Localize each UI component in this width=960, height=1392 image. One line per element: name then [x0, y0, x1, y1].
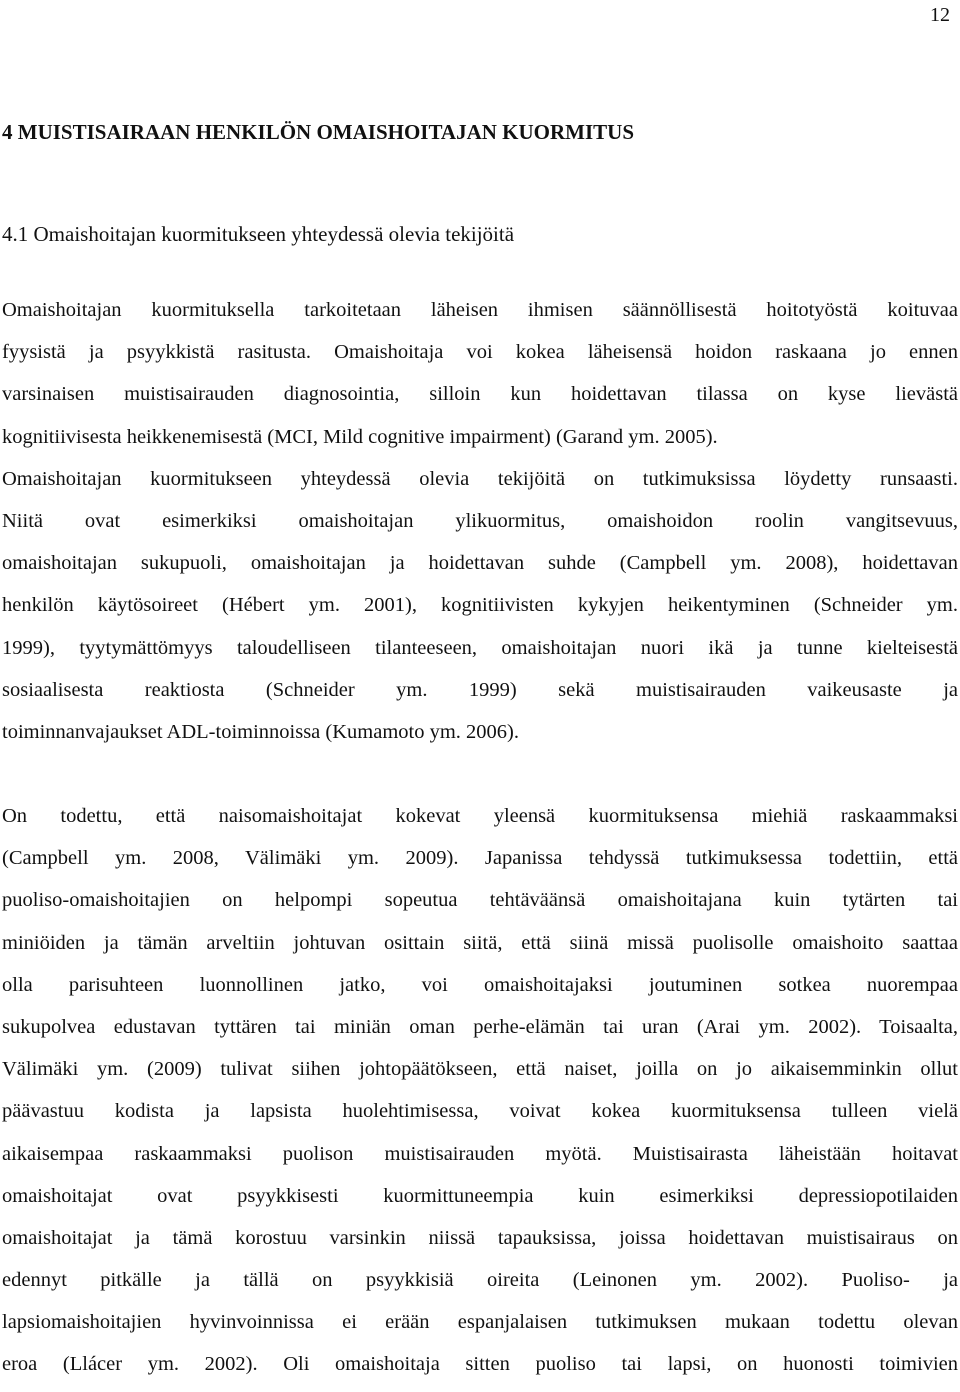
- text-line: henkilön käytösoireet (Hébert ym. 2001), kognitiivisten kykyjen heikentyminen (Schneider ym.: [2, 594, 958, 617]
- text-line: miniöiden ja tämän arveltiin johtuvan osittain siitä, että siinä missä puolisolle omaishoito saattaa: [2, 931, 958, 954]
- text-line: olla parisuhteen luonnollinen jatko, voi omaishoitajaksi joutuminen sotkea nuorempaa: [2, 973, 958, 996]
- text-line: varsinaisen muistisairauden diagnosointia, silloin kun hoidettavan tilassa on kyse lievästä: [2, 383, 958, 406]
- text-line: toiminnanvajaukset ADL-toiminnoissa (Kumamoto ym. 2006).: [2, 720, 519, 743]
- text-line: sukupolvea edustavan tyttären tai miniän oman perhe-elämän tai uran (Arai ym. 2002). Toisaalta,: [2, 1015, 958, 1038]
- text-line: lapsiomaishoitajien hyvinvoinnissa ei erään espanjalaisen tutkimuksen mukaan todettu olevan: [2, 1311, 958, 1334]
- text-line: eroa (Llácer ym. 2002). Oli omaishoitaja sitten puoliso tai lapsi, on huonosti toimivien: [2, 1353, 958, 1376]
- text-line: 1999), tyytymättömyys taloudelliseen tilanteeseen, omaishoitajan nuori ikä ja tunne kielteisestä: [2, 636, 958, 659]
- text-line: puoliso-omaishoitajien on helpompi sopeutua tehtäväänsä omaishoitajana kuin tytärten tai: [2, 889, 958, 912]
- text-line: edennyt pitkälle ja tällä on psyykkisiä oireita (Leinonen ym. 2002). Puoliso- ja: [2, 1269, 958, 1292]
- text-line: päävastuu kodista ja lapsista huolehtimisessa, voivat kokea kuormituksensa tulleen vielä: [2, 1100, 958, 1123]
- text-line: (Campbell ym. 2008, Välimäki ym. 2009). Japanissa tehdyssä tutkimuksessa todettiin, että: [2, 847, 958, 870]
- body-paragraph: [2, 295, 958, 759]
- text-line: kognitiivisesta heikkenemisestä (MCI, Mild cognitive impairment) (Garand ym. 2005).: [2, 425, 718, 448]
- text-line: Niitä ovat esimerkiksi omaishoitajan ylikuormitus, omaishoidon roolin vangitsevuus,: [2, 509, 958, 532]
- text-line: Omaishoitajan kuormituksella tarkoitetaan läheisen ihmisen säännöllisestä hoitotyöstä koituvaa: [2, 299, 958, 321]
- section-title: 4.1 Omaishoitajan kuormitukseen yhteydessä olevia tekijöitä: [2, 222, 515, 246]
- text-line: omaishoitajan sukupuoli, omaishoitajan ja hoidettavan suhde (Campbell ym. 2008), hoidettavan: [2, 552, 958, 575]
- text-line: On todettu, että naisomaishoitajat kokevat yleensä kuormituksensa miehiä raskaammaksi: [2, 805, 958, 827]
- page-number: 12: [930, 4, 950, 26]
- text-line: aikaisempaa raskaammaksi puolison muistisairauden myötä. Muistisairasta läheistään hoitavat: [2, 1142, 958, 1165]
- body-paragraph: [2, 801, 958, 1392]
- text-line: omaishoitajat ja tämä korostuu varsinkin niissä tapauksissa, joissa hoidettavan muistisairaus on: [2, 1226, 958, 1249]
- text-line: sosiaalisesta reaktiosta (Schneider ym. 1999) sekä muistisairauden vaikeusaste ja: [2, 678, 958, 701]
- text-line: fyysistä ja psyykkistä rasitusta. Omaishoitaja voi kokea läheisensä hoidon raskaana jo ennen: [2, 341, 958, 364]
- text-line: omaishoitajat ovat psyykkisesti kuormittuneempia kuin esimerkiksi depressiopotilaiden: [2, 1184, 958, 1207]
- chapter-title: 4 MUISTISAIRAAN HENKILÖN OMAISHOITAJAN KUORMITUS: [2, 120, 635, 144]
- text-line: Omaishoitajan kuormitukseen yhteydessä olevia tekijöitä on tutkimuksissa löydetty runsaasti.: [2, 467, 958, 490]
- text-line: Välimäki ym. (2009) tulivat siihen johtopäätökseen, että naiset, joilla on jo aikaisemminkin ollut: [2, 1058, 958, 1081]
